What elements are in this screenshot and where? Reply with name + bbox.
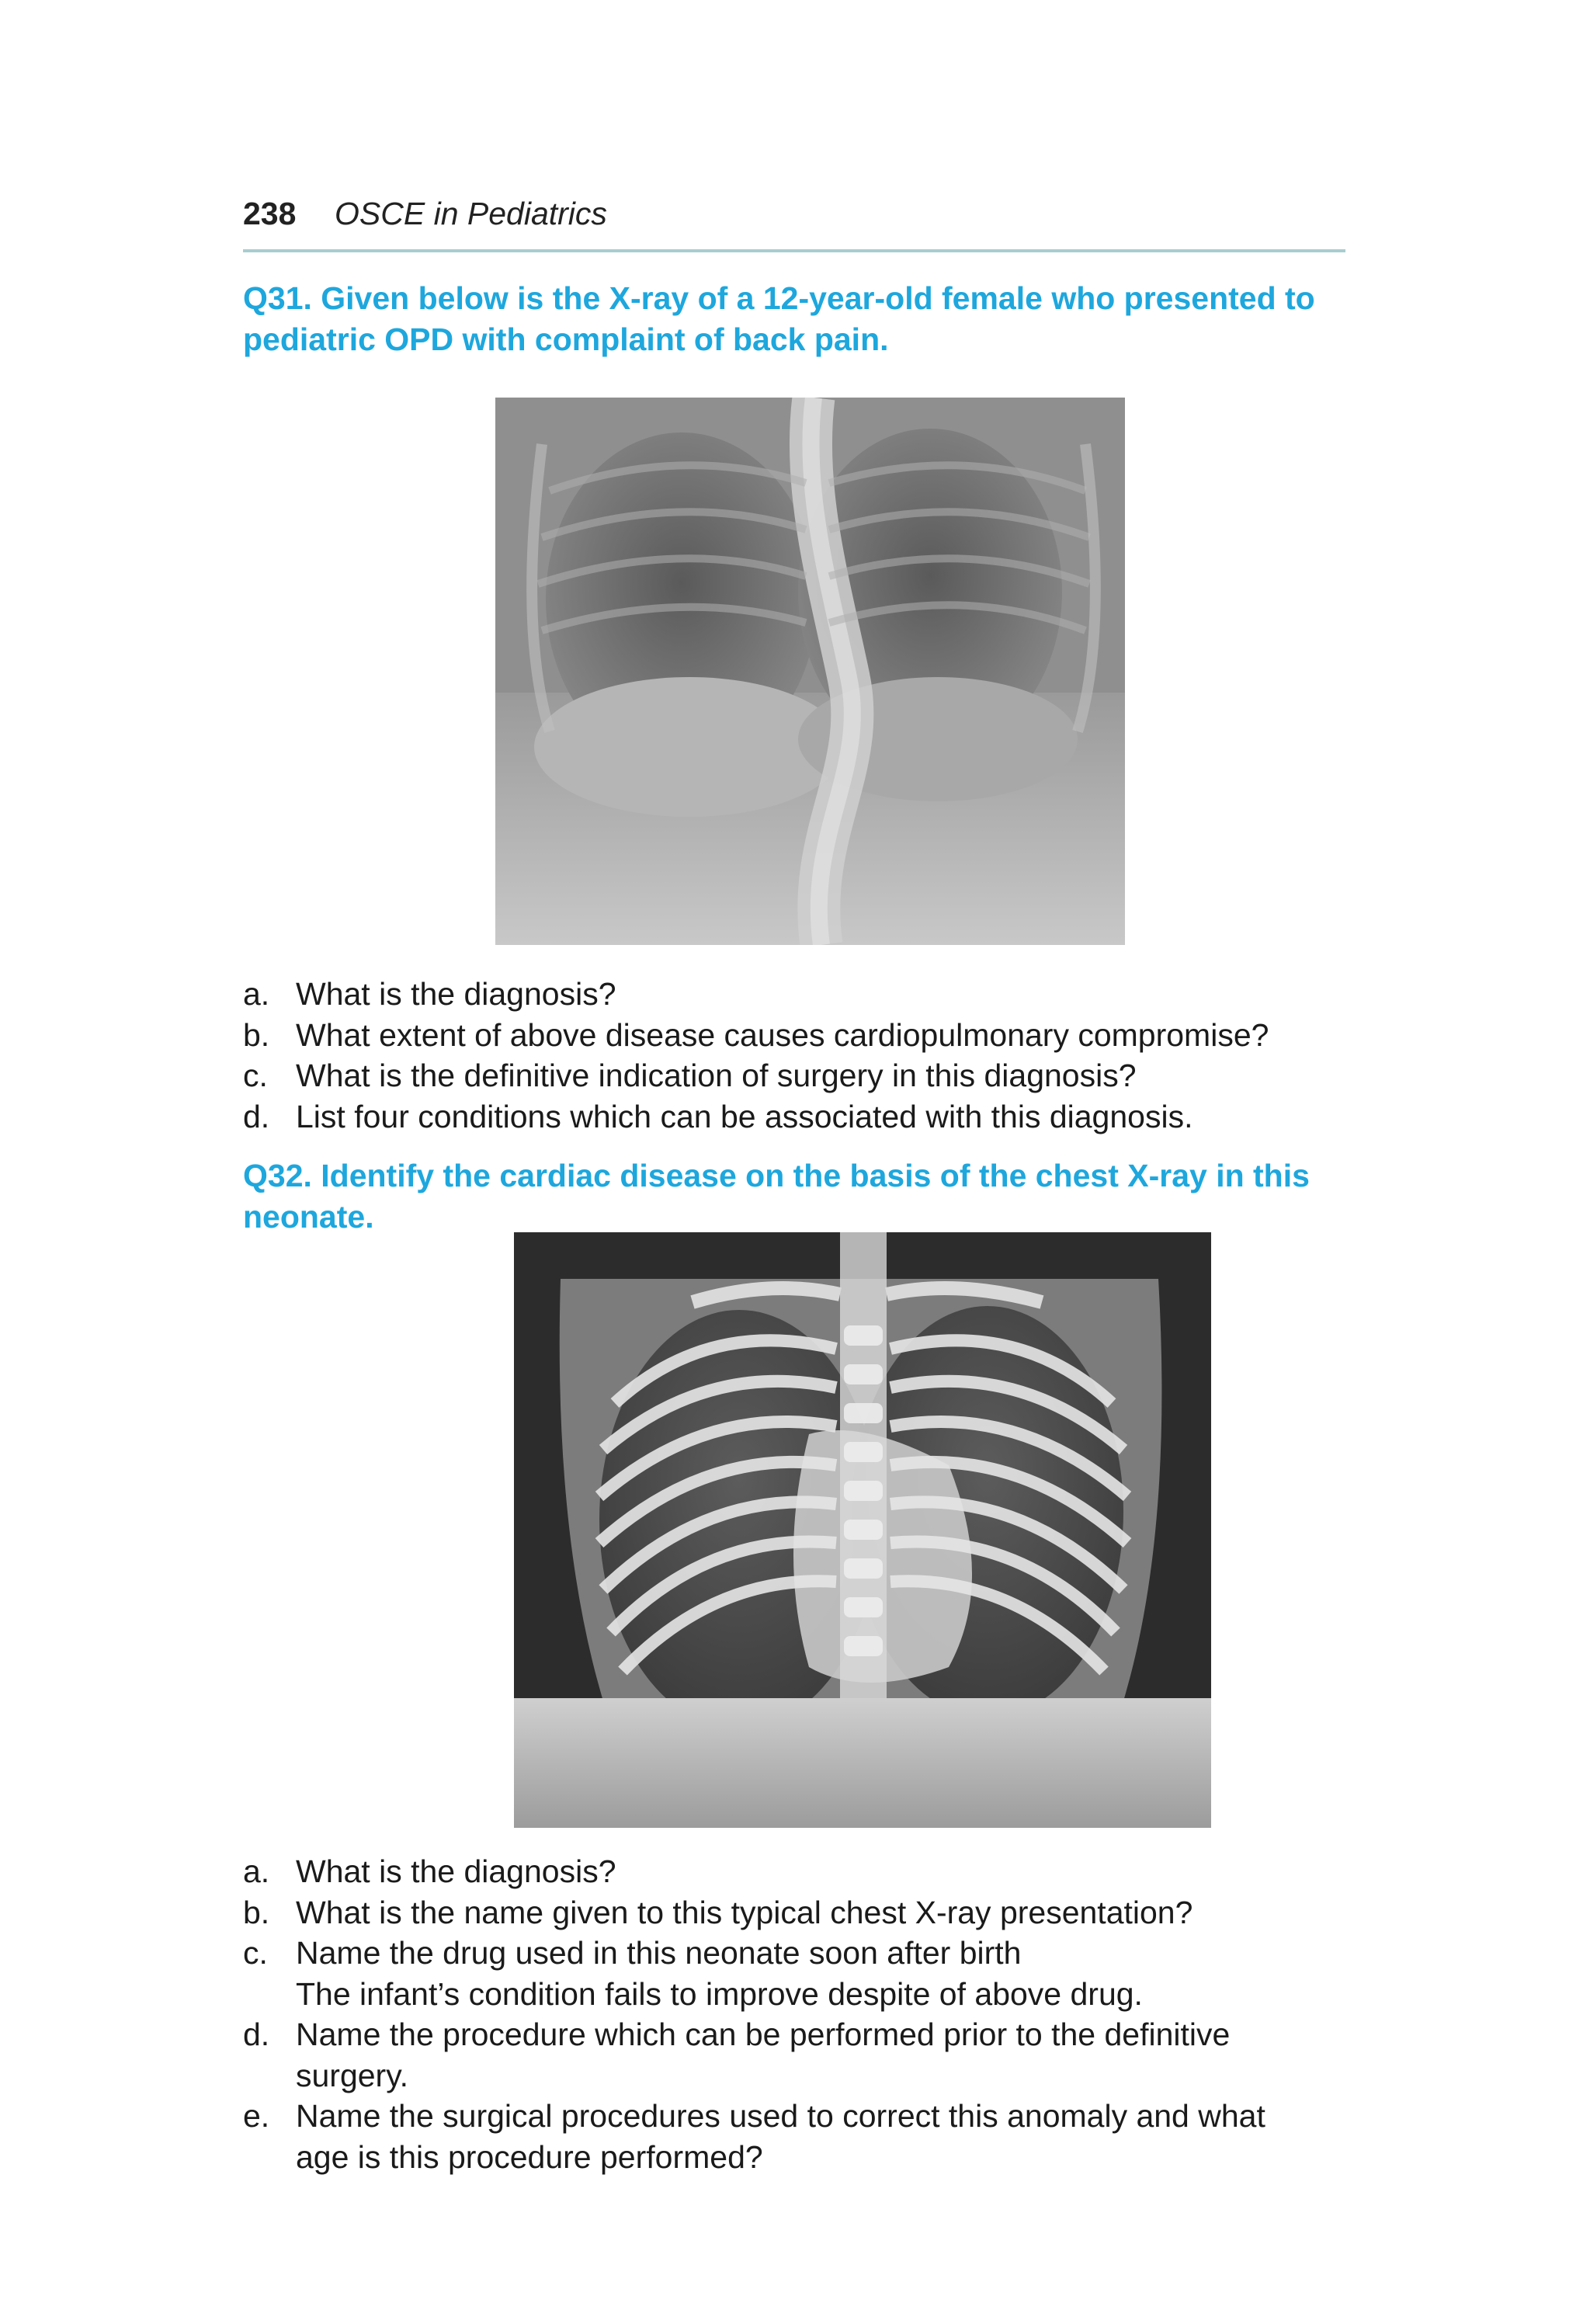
- item-marker: a.: [243, 1853, 270, 1889]
- q32-heading-line2: neonate.: [243, 1199, 374, 1235]
- q31-scoliosis-chest-xray: [495, 398, 1125, 945]
- list-item: [243, 1851, 1345, 1892]
- item-marker: d.: [243, 1098, 270, 1134]
- list-item: [243, 2096, 1345, 2177]
- list-item: [243, 1055, 1345, 1096]
- q31-heading-line1: Q31. Given below is the X-ray of a 12-year-old female who presented to: [243, 280, 1315, 316]
- list-item: [243, 2014, 1345, 2096]
- item-text: What is the diagnosis?: [296, 1853, 616, 1889]
- page-number: 238: [243, 196, 297, 231]
- item-text: Name the drug used in this neonate soon after birth: [296, 1935, 1022, 1971]
- item-continuation: age is this procedure performed?: [296, 2138, 763, 2175]
- item-marker: c.: [243, 1935, 268, 1971]
- item-text: What is the diagnosis?: [296, 976, 616, 1012]
- item-text: Name the procedure which can be performed prior to the definitive: [296, 2017, 1231, 2052]
- item-marker: b.: [243, 1016, 270, 1053]
- q32-heading: [243, 1155, 1345, 1238]
- running-head: [243, 196, 1345, 236]
- q32-heading-line1: Q32. Identify the cardiac disease on the basis of the chest X-ray in this: [243, 1158, 1310, 1193]
- item-text: What is the name given to this typical chest X-ray presentation?: [296, 1894, 1193, 1930]
- item-marker: e.: [243, 2098, 270, 2134]
- list-item: [243, 1015, 1345, 1056]
- item-continuation: The infant’s condition fails to improve despite of above drug.: [296, 1975, 1143, 2012]
- item-marker: d.: [243, 2017, 270, 2052]
- q32-question-list: [243, 1851, 1345, 2177]
- item-text: What is the definitive indication of surgery in this diagnosis?: [296, 1058, 1137, 1093]
- header-divider: [243, 249, 1345, 252]
- q32-neonate-chest-xray: [514, 1232, 1211, 1828]
- item-continuation: surgery.: [296, 2057, 409, 2093]
- list-item: [243, 1892, 1345, 1933]
- list-item: [243, 1096, 1345, 1138]
- item-text: Name the surgical procedures used to correct this anomaly and what: [296, 2098, 1265, 2134]
- item-marker: c.: [243, 1058, 268, 1093]
- q31-heading: [243, 278, 1345, 360]
- item-marker: a.: [243, 976, 270, 1012]
- item-text: What extent of above disease causes cardiopulmonary compromise?: [296, 1016, 1269, 1053]
- item-text: List four conditions which can be associated with this diagnosis.: [296, 1098, 1193, 1134]
- item-marker: b.: [243, 1894, 270, 1930]
- book-title: OSCE in Pediatrics: [335, 196, 607, 231]
- q31-heading-line2: pediatric OPD with complaint of back pain.: [243, 321, 889, 357]
- list-item: [243, 974, 1345, 1015]
- q31-question-list: [243, 974, 1345, 1137]
- list-item: [243, 1933, 1345, 2014]
